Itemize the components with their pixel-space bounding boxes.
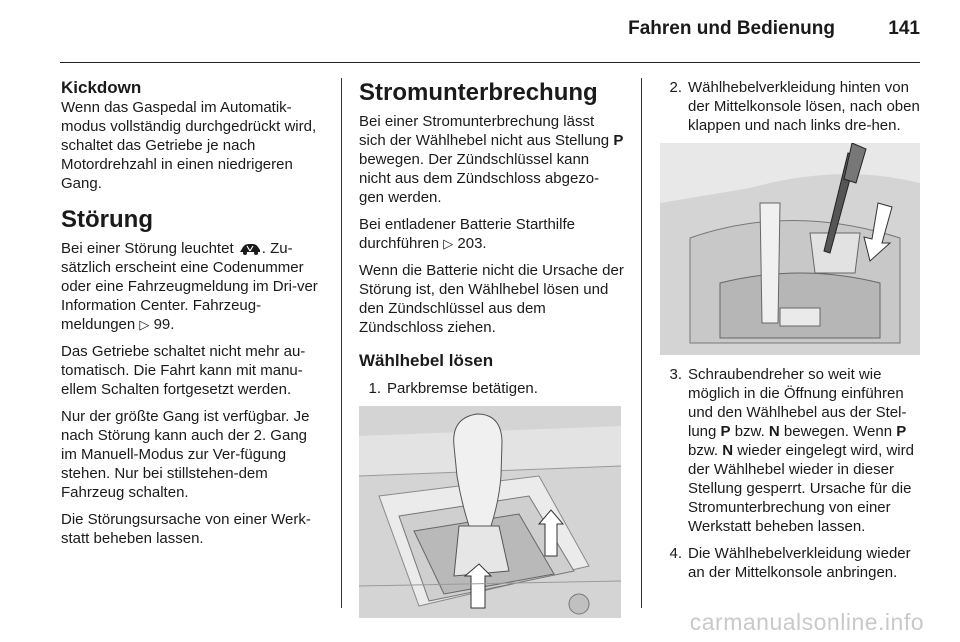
step3-text-a: Schraubendreher so weit wie möglich in die Öffnung einführen und den Wählhebel aus der Stel-lung: [688, 366, 907, 440]
header-divider: [60, 62, 920, 63]
step-number: 2.: [669, 79, 682, 96]
page-reference-arrow-icon: ▷: [443, 236, 454, 251]
step-number: 1.: [368, 380, 381, 397]
stoerung-paragraph-1: [61, 239, 326, 334]
strom-paragraph-3: Wenn die Batterie nicht die Ursache der Störung ist, den Wählhebel lösen und den Zündschlüssel aus dem Zündschloss ziehen.: [359, 262, 624, 336]
stoerung-paragraph-4: Die Störungsursache von einer Werk-statt beheben lassen.: [61, 511, 311, 547]
step-text: Die Wählhebelverkleidung wieder an der Mittelkonsole anbringen.: [688, 545, 911, 581]
step3-bold-p2: P: [896, 423, 907, 440]
step-text: Wählhebelverkleidung hinten von der Mittelkonsole lösen, nach oben klappen und nach links dre-hen.: [688, 79, 920, 134]
page-reference-arrow-icon: ▷: [139, 317, 150, 332]
stoerung-paragraph-3: Nur der größte Gang ist verfügbar. Je nach Störung kann auch der 2. Gang im Manuell-Modus zur Ver-fügung stehen. Nur bei stillstehen-dem Fahrzeug schalten.: [61, 408, 310, 501]
kickdown-heading: Kickdown: [61, 78, 142, 97]
step-number: 3.: [669, 366, 682, 383]
strom-p1-start: Bei einer Stromunterbrechung lässt sich der Wählhebel nicht aus Stellung: [359, 113, 610, 149]
step-4: [660, 544, 922, 582]
column-middle: [359, 78, 624, 628]
screwdriver-illustration: [660, 143, 920, 355]
step3-text-e: wieder eingelegt wird, wird der Wählhebel wieder in dieser Stellung gesperrt. Ursache für die Stromunterbrechung von einer Werkstatt beheben lassen.: [688, 442, 914, 535]
strom-p1-bold: P: [613, 132, 624, 149]
step-2: [660, 78, 922, 135]
column-divider-1: [341, 78, 342, 608]
kickdown-text: Wenn das Gaspedal im Automatik-modus vollständig durchgedrückt wird, schaltet das Getriebe je nach Motordrehzahl in einen niedrigeren Gang.: [61, 99, 317, 192]
step3-text-d: bzw.: [688, 442, 719, 459]
step-number: 4.: [669, 545, 682, 562]
step3-bold-n: N: [768, 423, 780, 440]
column-divider-2: [641, 78, 642, 608]
watermark: carmanualsonline.info: [689, 609, 924, 635]
strom-p1-rest: bewegen. Der Zündschlüssel kann nicht aus dem Zündschloss abgezo-gen werden.: [359, 151, 600, 206]
stromunterbrechung-heading: Stromunterbrechung: [359, 79, 598, 106]
strom-paragraph-1: [359, 112, 624, 207]
step-3: [660, 365, 922, 536]
strom-paragraph-2: [359, 215, 624, 253]
stoerung-p1-start: Bei einer Störung leuchtet: [61, 240, 234, 257]
stoerung-p1-ref: 99.: [153, 316, 175, 333]
column-left: [61, 78, 326, 556]
step3-bold-p: P: [720, 423, 731, 440]
stoerung-paragraph-2: Das Getriebe schaltet nicht mehr au-tomatisch. Die Fahrt kann mit manu-ellem Schalten fortgesetzt werden.: [61, 343, 306, 398]
step3-text-c: bewegen. Wenn: [783, 423, 893, 440]
step-text: [688, 365, 922, 536]
step-1: [359, 379, 624, 398]
stoerung-p1-rest: . Zu-sätzlich erscheint eine Codenummer oder eine Fahrzeugmeldung im Dri-ver Information Center. Fahrzeug-meldungen: [61, 240, 318, 333]
strom-p2-ref: 203.: [457, 235, 487, 252]
stoerung-heading: Störung: [61, 206, 153, 233]
gear-lever-illustration: [359, 406, 621, 618]
waehlhebel-loesen-heading: Wählhebel lösen: [359, 351, 494, 370]
column-right: [660, 78, 922, 590]
step-text: Parkbremse betätigen.: [387, 380, 538, 397]
car-warning-icon: [238, 242, 262, 256]
strom-p2-text: Bei entladener Batterie Starthilfe durchführen: [359, 216, 575, 252]
step3-text-b: bzw.: [734, 423, 765, 440]
page-number: 141: [888, 18, 920, 39]
page-header-title: Fahren und Bedienung: [628, 18, 835, 39]
step3-bold-n2: N: [722, 442, 734, 459]
